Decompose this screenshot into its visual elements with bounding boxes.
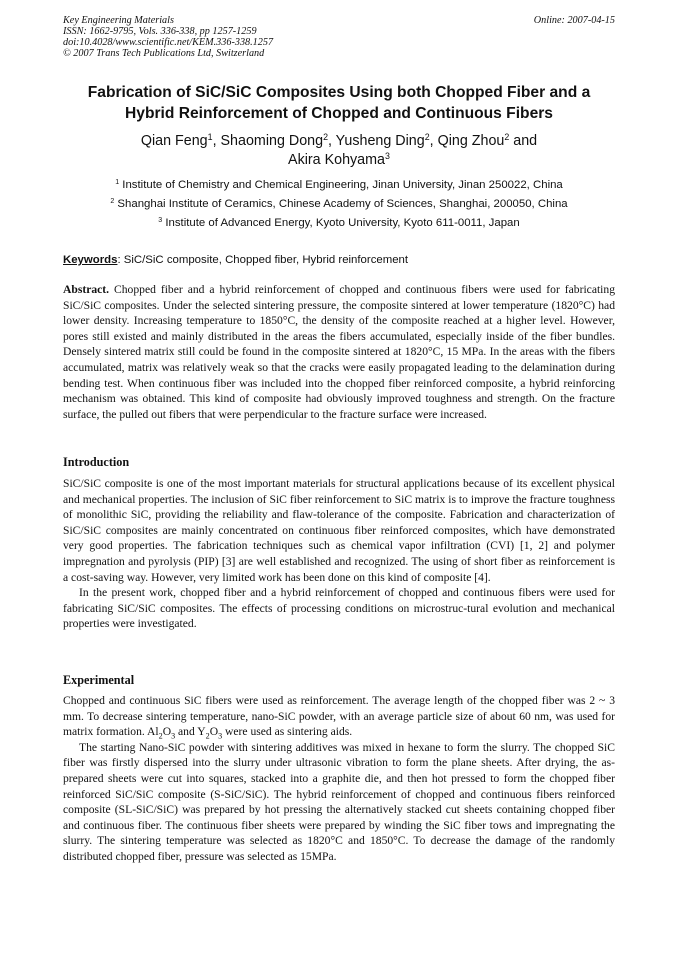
affiliation-text: Institute of Advanced Energy, Kyoto University, Kyoto 611-0011, Japan [162, 217, 520, 229]
affiliation-number: 1 [115, 179, 120, 187]
keywords-line [63, 253, 408, 267]
text-run: Chopped and continuous SiC fibers were used as reinforcement. The average length of the chopped fiber was 2 ~ 3 mm. To decrease sintering temperature, nano-SiC powder, with an average particle size of about 60 nm, was used for matrix formation. Al [63, 694, 615, 739]
issn-line: ISSN: 1662-9795, Vols. 336-338, pp 1257-1259 [63, 26, 257, 37]
author-name: Qian Feng [140, 133, 208, 149]
experimental-section [63, 693, 615, 865]
affiliation [40, 214, 638, 233]
text-run: O [162, 725, 172, 739]
subscript: 3 [218, 731, 223, 741]
experimental-paragraph-2: The starting Nano-SiC powder with sintering additives was mixed in hexane to form the slurry. The chopped SiC fiber was firstly dispersed into the slurry under ultrasonic vibration to form the plane sheets. After drying, the as-prepared sheets were cut into squares, stacked into a graphite die, and then hot pressed to form the chopped fiber reinforced SiC/SiC composite (S-SiC/SiC). The hybrid reinforcement of chopped and continuous fibers reinforced composite (SL-SiC/SiC) was prepared by hot pressing the alternatively stacked cut sheets containing chopped fiber and continuous fiber. The continuous fiber sheets were prepared by winding the SiC fiber tows and impregnating the slurry. The sintering temperature was selected as 1820°C and 1850°C. To decrease the damage of the randomly distributed chopped fiber, pressure was selected as 15MPa. [63, 740, 615, 863]
author-conjunction: and [509, 133, 538, 149]
author-affil-sup: 2 [424, 132, 430, 143]
text-run: were used as sintering aids. [222, 725, 353, 739]
author-name: Akira Kohyama [288, 152, 385, 168]
affiliation [40, 195, 638, 214]
introduction-section [63, 476, 615, 632]
abstract-label: Abstract. [63, 283, 110, 296]
introduction-heading: Introduction [63, 455, 130, 469]
affiliation-list [40, 176, 638, 233]
introduction-paragraph-2: In the present work, chopped fiber and a hybrid reinforcement of chopped and continuous fibers were used for fabricating SiC/SiC composites. The effects of processing conditions on microstruc-tural evolution and mechanical properties were investigated. [63, 586, 615, 631]
author-name: , Qing Zhou [429, 133, 505, 149]
author-affil-sup: 2 [323, 132, 328, 143]
abstract-text: Chopped fiber and a hybrid reinforcement of chopped and continuous fibers were used for fabricating SiC/SiC composites. Under the selected sintering pressure, the composite sintered at lower temperature (1820°C) had lower density. Increasing temperature to 1850°C, the density of the composite reached at a higher level. However, pores still existed and mainly distributed in the areas the fibers accumulated, especially inside of the fiber bundles. Densely sintered matrix still could be found in the composite sintered at 1820°C, 15 MPa. In the areas with the fibers accumulated, matrix was relatively weak so that the cracks were easily propagated leading to the delamination during bending test. When continuous fiber was included into the chopped fiber reinforced composite, a hybrid reinforcing mechanism was obtained. This kind of composite had obviously improved toughness and strength. On the fracture surface, the pulled out fibers that were perpendicular to the fracture surface were increased. [63, 283, 615, 421]
author-affil-sup: 1 [207, 132, 213, 143]
paper-title [50, 82, 628, 124]
copyright-line: © 2007 Trans Tech Publications Ltd, Switzerland [63, 48, 265, 59]
journal-header [63, 15, 273, 59]
author-name: , Yusheng Ding [328, 133, 425, 149]
author-line-2 [60, 151, 618, 170]
doi-line: doi:10.4028/www.scientific.net/KEM.336-338.1257 [63, 37, 274, 48]
affiliation-number: 2 [110, 198, 115, 206]
experimental-paragraph-1 [63, 693, 615, 740]
affiliation [40, 176, 638, 195]
author-list [60, 132, 618, 170]
author-affil-sup: 2 [504, 132, 510, 143]
keywords-label: Keywords [63, 254, 118, 266]
subscript: 2 [158, 731, 163, 741]
abstract-paragraph [63, 282, 615, 422]
journal-name: Key Engineering Materials [63, 15, 174, 26]
experimental-heading: Experimental [63, 673, 135, 687]
text-run: and Y [175, 725, 206, 739]
subscript: 3 [171, 731, 176, 741]
title-line-2: Hybrid Reinforcement of Chopped and Continuous Fibers [125, 105, 553, 122]
author-line-1 [60, 132, 618, 151]
online-date: Online: 2007-04-15 [533, 15, 615, 26]
introduction-paragraph-1: SiC/SiC composite is one of the most important materials for structural applications because of its excellent physical and mechanical properties. The inclusion of SiC fiber reinforcement to SiC matrix is to improve the fracture toughness of monolithic SiC, providing the reliability and flaw-tolerance of the composite. Fabrication and characterization of SiC/SiC composites are mainly concentrated on continuous fiber reinforced composites, which have demonstrated very good properties. The fabrication techniques such as chemical vapor infiltration (CVI) [1, 2] and polymer impregnation and pyrolysis (PIP) [3] are well established and recognized. The using of short fiber as reinforcement is a cost-saving way. However, very limited work has been done on this kind of composite [4]. [63, 477, 615, 584]
affiliation-text: Shanghai Institute of Ceramics, Chinese Academy of Sciences, Shanghai, 200050, China [114, 198, 568, 210]
author-affil-sup: 3 [385, 151, 390, 162]
affiliation-number: 3 [158, 217, 163, 225]
affiliation-text: Institute of Chemistry and Chemical Engineering, Jinan University, Jinan 250022, China [119, 179, 563, 191]
text-run: O [209, 725, 219, 739]
author-name: , Shaoming Dong [212, 133, 324, 149]
subscript: 2 [205, 731, 210, 741]
keywords-text: : SiC/SiC composite, Chopped fiber, Hybrid reinforcement [117, 254, 409, 266]
title-line-1: Fabrication of SiC/SiC Composites Using both Chopped Fiber and a [87, 84, 591, 101]
abstract [63, 282, 615, 422]
